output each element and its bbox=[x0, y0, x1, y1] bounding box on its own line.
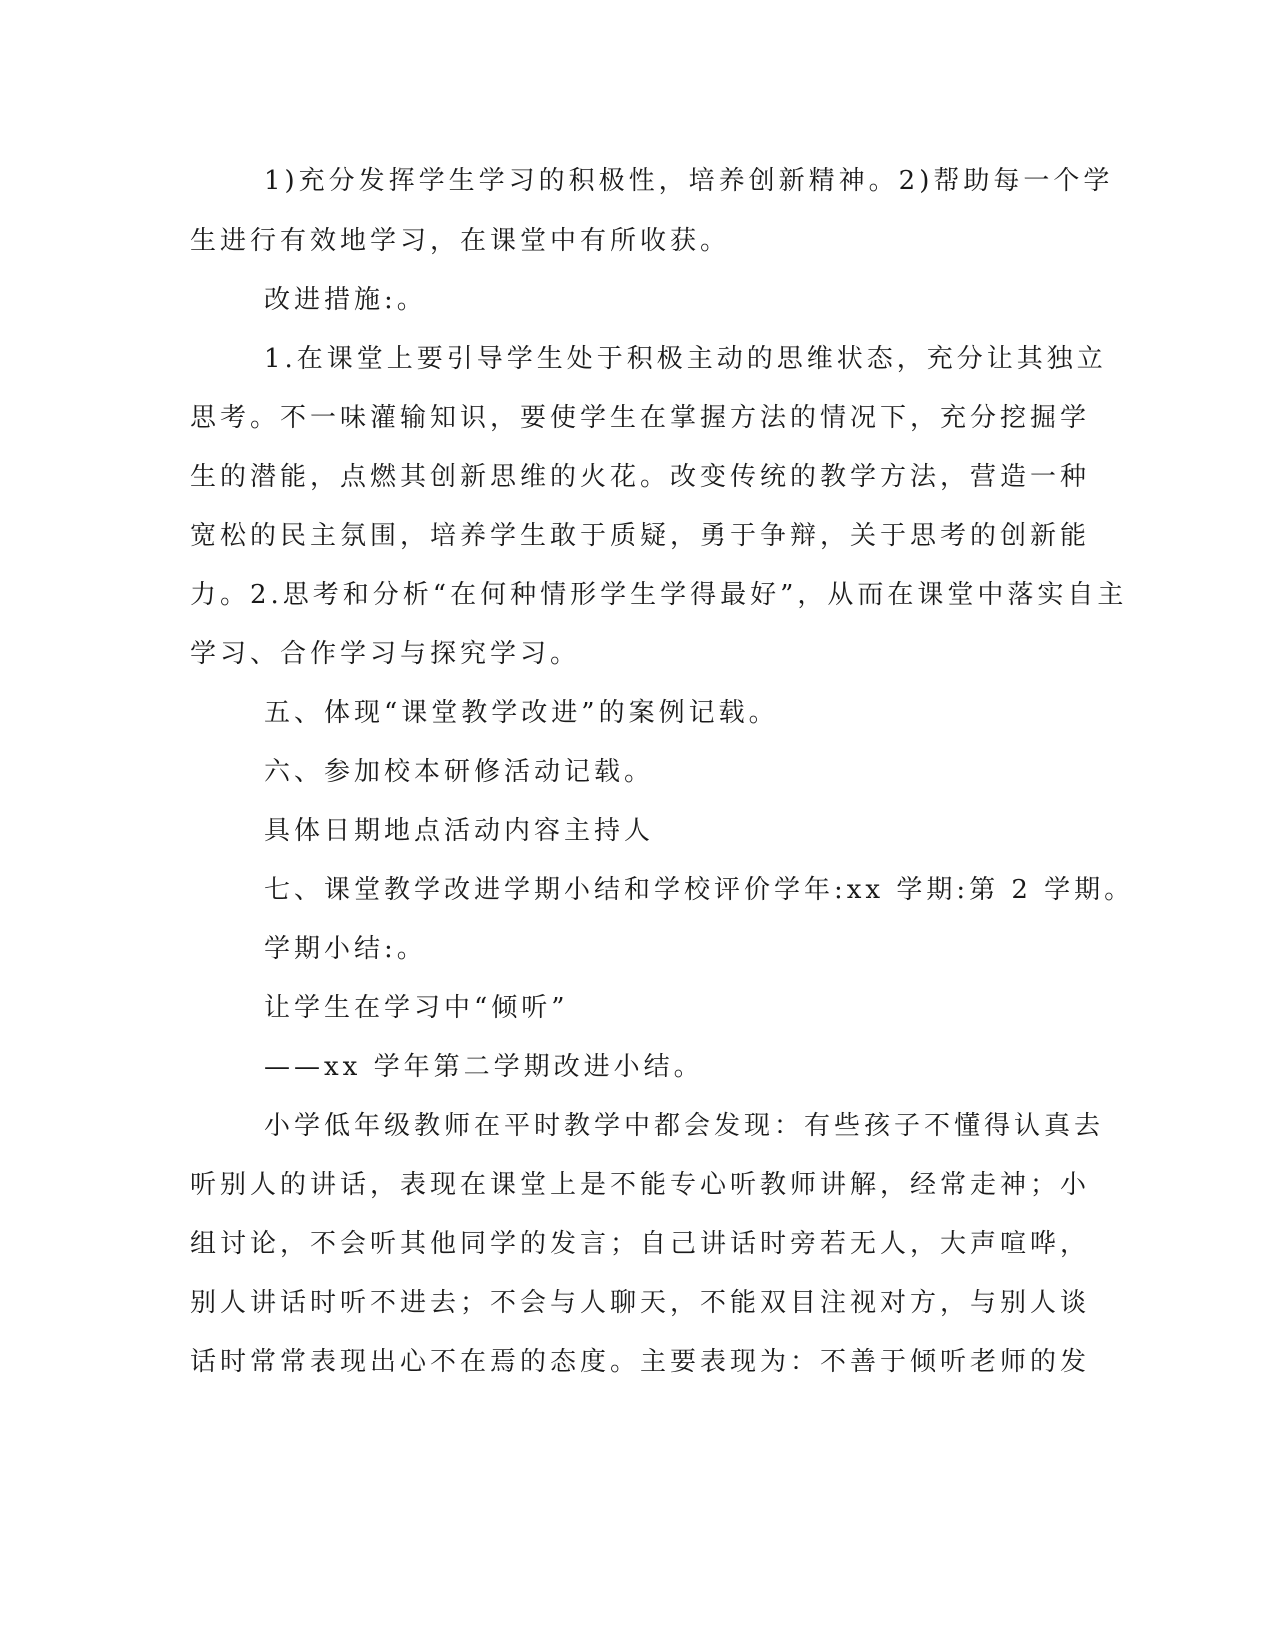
paragraph-line: 1)充分发挥学生学习的积极性，培养创新精神。2)帮助每一个学 bbox=[264, 166, 1114, 196]
summary-title: 让学生在学习中“倾听” bbox=[264, 993, 569, 1023]
section-label: 改进措施:。 bbox=[264, 285, 427, 315]
paragraph-line: 生的潜能，点燃其创新思维的火花。改变传统的教学方法，营造一种 bbox=[190, 462, 1091, 492]
paragraph-line: 1.在课堂上要引导学生处于积极主动的思维状态，充分让其独立 bbox=[264, 344, 1107, 374]
paragraph-line: 宽松的民主氛围，培养学生敢于质疑，勇于争辩，关于思考的创新能 bbox=[190, 521, 1091, 551]
paragraph-line: 小学低年级教师在平时教学中都会发现：有些孩子不懂得认真去 bbox=[264, 1111, 1105, 1141]
section-heading: 五、体现“课堂教学改进”的案例记载。 bbox=[264, 698, 779, 728]
paragraph-line: 生进行有效地学习，在课堂中有所收获。 bbox=[190, 226, 731, 256]
table-header-text: 具体日期地点活动内容主持人 bbox=[264, 816, 655, 846]
section-heading: 六、参加校本研修活动记载。 bbox=[264, 757, 655, 787]
summary-subtitle: ——xx 学年第二学期改进小结。 bbox=[264, 1052, 704, 1082]
paragraph-line: 学习、合作学习与探究学习。 bbox=[190, 639, 581, 669]
section-heading: 七、课堂教学改进学期小结和学校评价学年:xx 学期:第 2 学期。 bbox=[264, 875, 1135, 905]
paragraph-line: 听别人的讲话，表现在课堂上是不能专心听教师讲解，经常走神；小 bbox=[190, 1170, 1091, 1200]
paragraph-line: 力。2.思考和分析“在何种情形学生学得最好”，从而在课堂中落实自主 bbox=[190, 580, 1128, 610]
paragraph-line: 组讨论，不会听其他同学的发言；自己讲话时旁若无人，大声喧哗， bbox=[190, 1229, 1091, 1259]
paragraph-line: 别人讲话时听不进去；不会与人聊天，不能双目注视对方，与别人谈 bbox=[190, 1288, 1091, 1318]
section-label: 学期小结:。 bbox=[264, 934, 427, 964]
paragraph-line: 思考。不一味灌输知识，要使学生在掌握方法的情况下，充分挖掘学 bbox=[190, 403, 1091, 433]
paragraph-line: 话时常常表现出心不在焉的态度。主要表现为：不善于倾听老师的发 bbox=[190, 1347, 1091, 1377]
